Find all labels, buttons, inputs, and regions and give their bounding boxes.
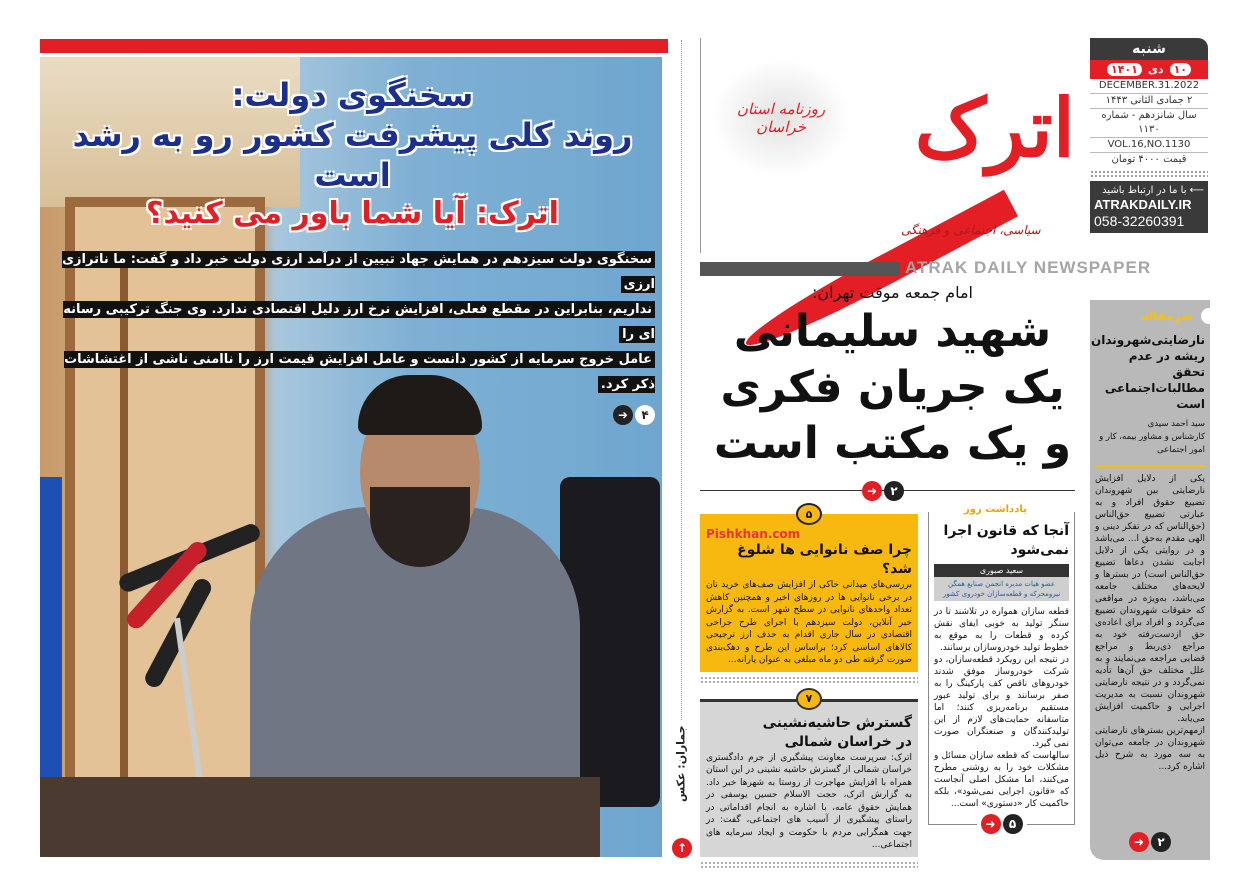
weekday: شنبه: [1090, 38, 1208, 60]
persian-date: [1090, 60, 1208, 79]
note-author-role: عضو هیات مدیره انجمن صنایع همگن نیرومحرکه و قطعه‌سازان خودروی کشور: [934, 577, 1069, 601]
page-number: ۲: [884, 481, 904, 501]
slum-story-title: در خراسان شمالی: [784, 733, 912, 750]
arrow-right-icon: ➜: [981, 814, 1001, 834]
note-body: سالهاست که قطعه سازان مسائل و مشکلات خود را به روشنی مطرح می‌کنند، اما مشکل اصلی آنجاست که «قانون اجرایی نمی‌شود»، بلکه حاکمیت کار «دستوری» است...: [934, 751, 1069, 809]
note-title: آنجا که قانون اجرا نمی‌شود: [943, 523, 1069, 558]
note-page-ref[interactable]: [977, 814, 1027, 834]
date-day: ۱۰: [1170, 63, 1191, 76]
contact-label-text: با ما در ارتباط باشید: [1102, 185, 1187, 196]
price: قیمت ۴۰۰۰ تومان: [1111, 154, 1187, 165]
main-headline-line: و یک مکتب است: [713, 418, 1072, 469]
main-story-page-ref[interactable]: [862, 481, 904, 501]
photo-story-lead: [50, 247, 655, 397]
lead-line: سخنگوی دولت سیزدهم در همایش جهاد تبیین از درآمد ارزی دولت خبر داد و گفت: ما ناترازی ارزی: [62, 251, 655, 292]
note-body: قطعه سازان همواره در تلاشند تا در سنگر تولید به خوبی ایفای نقش کرده و قطعات را به موقع به خطوط تولید خودروسازان برسانند.: [934, 607, 1069, 653]
watermark: Pishkhan.com: [706, 527, 801, 541]
dotted-divider: [1090, 170, 1208, 178]
middle-bottom-column: [700, 503, 918, 873]
note-kicker: یادداشت روز: [960, 504, 1031, 516]
main-headline-line: یک جریان فکری: [720, 362, 1065, 413]
main-story-kicker: امام جمعه موقت تهران:: [812, 283, 973, 302]
arrow-right-icon: ➜: [1129, 832, 1149, 852]
contact-label: [1094, 184, 1204, 197]
slum-story-body: اترک: سرپرست معاونت پیشگیری از جرم دادگستری خراسان شمالی از گسترش حاشیه نشینی در این استان همراه با افزایش مهاجرت از روستا به شهرها خبر داد. به گزارش اترک، حجت الاسلام حسین یوسفی در همایش حقوق عامه، با اشاره به انجام اقداماتی در راستای پیشگیری از آسیب های اجتماعی، گفت: در جهت همگرایی مردم با حکومت و ایجاد سرمایه های اجتماعی...: [706, 752, 912, 850]
bread-story-body: بررسی‌های میدانی حاکی از افزایش صف‌های خرید نان در برخی نانوایی ها در روزهای اخیر و همچنین کاهش تعداد واحدهای نانوایی در سطح شهر است. به گزارش خبر آنلاین، دولت سیزدهم با اجرای طرح جراحی اقتصادی در سال جاری اقدام به حذف ارز ترجیحی کالاهای اساسی کرد؛ براساس این طرح و دهک‌بندی صورت گرفته طی دو ماه مبلغی به عنوان یارانه...: [706, 580, 912, 665]
editorial-kicker: سرمقاله: [1095, 308, 1205, 324]
photo-story-page-ref[interactable]: [613, 405, 655, 425]
issue-info-box: [1090, 38, 1208, 233]
lead-line: عامل خروج سرمایه از کشور دانست و عامل افزایش قیمت ارز را ناامنی ناشی از اغتشاشات ذکر کرد.: [64, 351, 655, 392]
editorial-page-ref[interactable]: [1129, 826, 1171, 852]
arrow-left-icon: ⟵: [1186, 185, 1204, 196]
logo: اترک: [914, 81, 1075, 175]
editorial-column: [1090, 300, 1210, 860]
contact-box: [1090, 181, 1208, 233]
editorial-body: یکی از دلایل افزایش نارضایتی بین شهروندان تضییع حقوق افراد و به عبارتی تضییع حق‌الناس (حق‌الناس که در تفکر دینی و الهی مقدم به‌حق ا... می‌باشد و در روایتی یکی از دلایل اجابت نشدن دعاها تضییع حق‌الناس است) در بسترها و لایحه‌های مختلف جامعه می‌باشد، به‌ویژه در مواقعی که حقوقات شهروندان تضییع می‌گردد و افراد برای اعاده‌ی حق ازدست‌رفته خود به مراجع ذی‌ربط و مراجع قضایی مراجعه می‌نمایند و به علل مختلف حق آن‌ها تأدیه نمی‌گردد و در نتیجه نارضایتی شهروندان نسبت به مدیریت اجرایی و حاکمیت افزایش می‌یابد.: [1095, 474, 1205, 724]
editorial-author-role: کارشناس و مشاور بیمه، کار و امور اجتماعی: [1099, 432, 1205, 455]
photo-credit: جماران: عکس: [674, 725, 688, 802]
hijri-date: ۲ جمادی الثانی ۱۴۴۳: [1090, 94, 1208, 109]
divider: [1095, 465, 1205, 467]
editorial-body: ازمهم‌ترین بسترهای نارضایتی شهروندان در جامعه می‌توان به سه مورد به شرح ذیل اشاره کرد...: [1095, 726, 1205, 772]
english-banner: ATRAK DAILY NEWSPAPER: [905, 258, 1152, 277]
photo-flag: [40, 477, 62, 777]
website-link[interactable]: ATRAKDAILY.IR: [1094, 197, 1192, 212]
editorial-author: سید احمد سیدی: [1147, 419, 1205, 429]
phone-number: 058-32260391: [1094, 213, 1185, 229]
top-red-bar: [40, 39, 668, 53]
date-year: ۱۴۰۱: [1107, 63, 1142, 76]
photo-table: [40, 777, 600, 857]
arrow-up-icon: ↑: [672, 838, 692, 858]
lead-line: نداریم، بنابراین در مقطع فعلی، افزایش نرخ ارز دلیل اقتصادی ندارد. وی جنگ ترکیبی رسانه ای را: [63, 301, 655, 342]
issue-number-fa: سال شانزدهم - شماره ۱۱۳۰: [1090, 109, 1208, 138]
note-author: سعید صبوری: [934, 564, 1069, 577]
main-headline-line: شهید سلیمانی: [733, 306, 1052, 357]
main-story: [700, 282, 1085, 472]
logo-tagline: سیاسی، اجتماعی و فرهنگی: [901, 223, 1041, 237]
page-number: ۲: [1151, 832, 1171, 852]
page-number: ۴: [635, 405, 655, 425]
page-badge[interactable]: ۷: [796, 688, 822, 710]
dotted-divider: [700, 861, 918, 869]
arrow-right-icon: ➜: [613, 405, 633, 425]
masthead: [700, 38, 1085, 253]
daily-note-column: [928, 512, 1075, 831]
gregorian-date: DECEMBER.31.2022: [1090, 79, 1208, 94]
date-month: دی: [1147, 63, 1164, 76]
page-number: ۵: [1003, 814, 1023, 834]
dotted-divider: [700, 676, 918, 684]
arrow-right-icon: ➜: [862, 481, 882, 501]
issue-number-en: VOL.16,NO.1130: [1090, 138, 1208, 153]
photo-headline: روند کلی پیشرفت کشور رو به رشد است: [72, 116, 633, 194]
editorial-title: نارضایتی‌شهروندان ریشه در عدم تحقق مطالبات‌اجتماعی است: [1090, 333, 1205, 411]
photo-story-text: [50, 75, 655, 425]
photo-headline-kicker: سخنگوی دولت:: [231, 76, 474, 114]
slum-story-box: [700, 699, 918, 857]
logo-subtitle: روزنامه استان خراسان: [711, 58, 851, 178]
slum-story-title: گسترش حاشیه‌نشینی: [762, 714, 912, 731]
note-body: در نتیجه این رویکرد قطعه‌سازان، دو شرکت خودروساز موفق شدند خودروهای ناقص کف پارکینگ را به صفر برسانند و برای تولید عبور مستقیم برنامه‌ریزی کنند؛ اما متاسفانه حمایت‌های لازم از این تولیدکنندگان و صنعتگران صورت نمی گیرد.: [934, 655, 1069, 749]
column-divider: [681, 40, 682, 720]
page-badge[interactable]: ۵: [796, 503, 822, 525]
bread-story-title: چرا صف نانوایی ها شلوغ شد؟: [737, 542, 912, 577]
bread-story-box: [700, 514, 918, 672]
banner-bar: [700, 262, 900, 276]
photo-headline-comment: اترک: آیا شما باور می کنید؟: [146, 196, 559, 231]
